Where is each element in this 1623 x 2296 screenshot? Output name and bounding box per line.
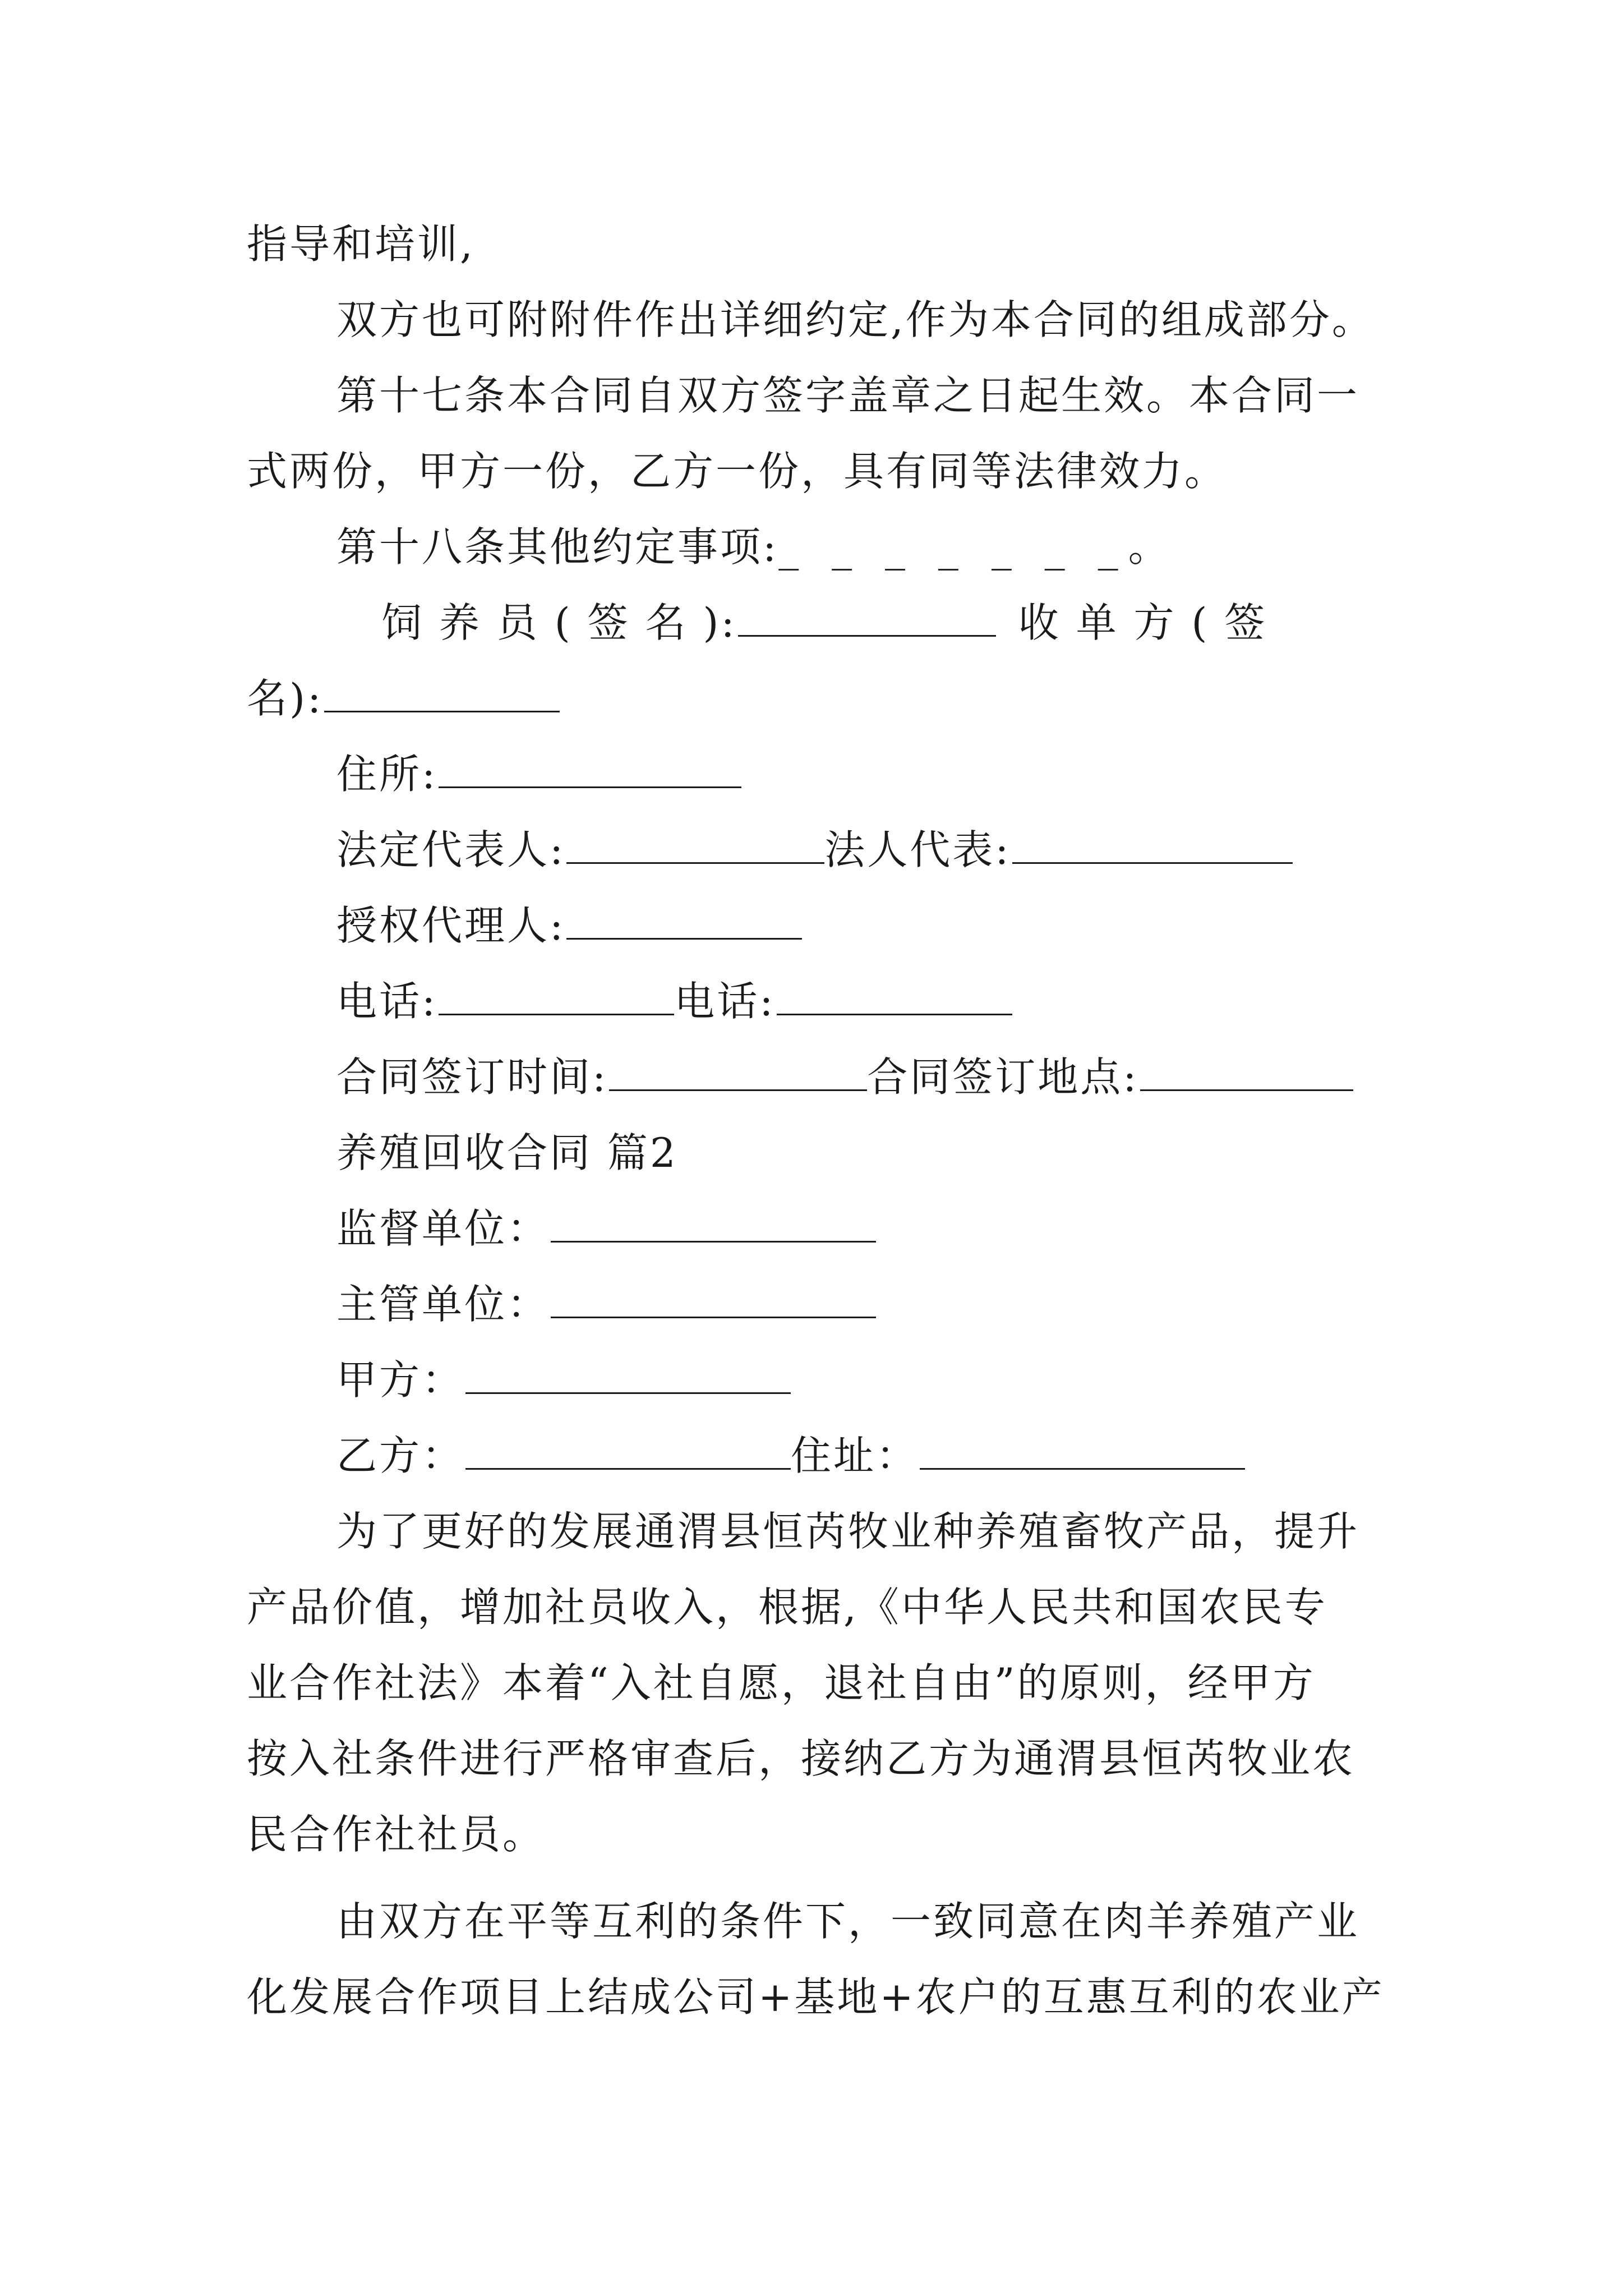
- authority-blank: [551, 1278, 876, 1318]
- authority-line: [336, 1276, 876, 1332]
- line-text: 化发展合作项目上结成公司+基地+农户的互惠互利的农业产: [247, 1973, 1385, 2021]
- phone-blank: [439, 976, 674, 1015]
- line-text: 双方也可附附件作出详细约定,作为本合同的组成部分。: [336, 296, 1375, 343]
- line-text: 由双方在平等互利的条件下，一致同意在肉羊养殖产业: [336, 1898, 1360, 1945]
- dashed-blank: _ _ _ _ _ _ _: [778, 523, 1128, 570]
- legal-rep-line: [336, 822, 1293, 878]
- party-b-blank: [465, 1430, 791, 1470]
- paragraph-line: [247, 216, 475, 272]
- line-text: 指导和培训,: [247, 220, 475, 268]
- party-a-blank: [465, 1354, 791, 1394]
- feeder-signature-label: 饲 养 员 ( 签 名 ):: [381, 599, 737, 646]
- agent-line: [336, 898, 802, 954]
- legal-rep-label: 法定代表人:: [336, 826, 566, 873]
- paragraph-line: [247, 1969, 1385, 2025]
- line-text: 产品价值，增加社员收入，根据,《中华人民共和国农民专: [247, 1584, 1327, 1631]
- paragraph-line: [336, 1503, 1359, 1559]
- paragraph-line: [247, 1655, 1316, 1711]
- line-end: 。: [1128, 523, 1171, 570]
- paragraph-line: [247, 1806, 545, 1862]
- party-b-label: 乙方：: [336, 1432, 465, 1479]
- address-line: [336, 746, 741, 802]
- legal-rep-blank: [566, 824, 824, 864]
- paragraph-line: [336, 1893, 1359, 1949]
- section-title-text: 养殖回收合同 篇2: [336, 1129, 678, 1176]
- article-17-line: [336, 367, 1359, 424]
- supervisor-label: 监督单位：: [336, 1205, 550, 1252]
- paragraph-line: [336, 292, 1375, 348]
- party-a-label: 甲方：: [336, 1356, 465, 1404]
- feeder-signature-blank: [738, 597, 996, 637]
- receiver-signature-label: 收 单 方 ( 签: [1018, 599, 1267, 646]
- line-text: 民合作社社员。: [247, 1811, 546, 1858]
- line-text: 按入社条件进行严格审查后，接纳乙方为通渭县恒芮牧业农: [247, 1735, 1355, 1782]
- section-title: [336, 1125, 678, 1181]
- line-text: 式两份，甲方一份，乙方一份，具有同等法律效力。: [247, 448, 1228, 495]
- phone-label-2: 电话:: [674, 978, 776, 1025]
- line-text: 第十八条其他约定事项:: [336, 523, 779, 570]
- sign-time-blank: [609, 1051, 867, 1091]
- line-text: 为了更好的发展通渭县恒芮牧业种养殖畜牧产品，提升: [336, 1508, 1360, 1555]
- authority-label: 主管单位：: [336, 1281, 550, 1328]
- address-label: 住所:: [336, 751, 438, 798]
- paragraph-line: [247, 1579, 1327, 1635]
- contract-date-line: [336, 1049, 1353, 1105]
- agent-blank: [566, 900, 802, 940]
- sign-place-blank: [1140, 1051, 1353, 1091]
- sign-time-label: 合同签订时间:: [336, 1053, 608, 1101]
- agent-label: 授权代理人:: [336, 902, 566, 949]
- residence-label: 住址：: [791, 1432, 919, 1479]
- article-18-line: [336, 519, 1171, 575]
- line-text: 业合作社法》本着“入社自愿，退社自由”的原则，经甲方: [247, 1659, 1316, 1706]
- residence-blank: [920, 1430, 1245, 1470]
- receiver-signature-blank: [324, 673, 560, 712]
- paragraph-line: [247, 443, 1227, 499]
- address-blank: [439, 748, 741, 788]
- receiver-signature-label-cont: 名):: [247, 675, 324, 722]
- line-text: 第十七条本合同自双方签字盖章之日起生效。本合同一: [336, 372, 1360, 419]
- party-b-line: [336, 1428, 1245, 1484]
- corp-rep-label: 法人代表:: [824, 826, 1011, 873]
- corp-rep-blank: [1012, 824, 1293, 864]
- party-a-line: [336, 1352, 791, 1408]
- sign-place-label: 合同签订地点:: [867, 1053, 1139, 1101]
- signature-line: [381, 595, 1267, 651]
- phone-line: [336, 973, 1012, 1029]
- supervisor-line: [336, 1200, 876, 1257]
- phone-blank-2: [777, 976, 1012, 1015]
- supervisor-blank: [551, 1203, 876, 1243]
- signature-line-cont: [247, 670, 560, 726]
- phone-label: 电话:: [336, 978, 438, 1025]
- paragraph-line: [247, 1731, 1355, 1787]
